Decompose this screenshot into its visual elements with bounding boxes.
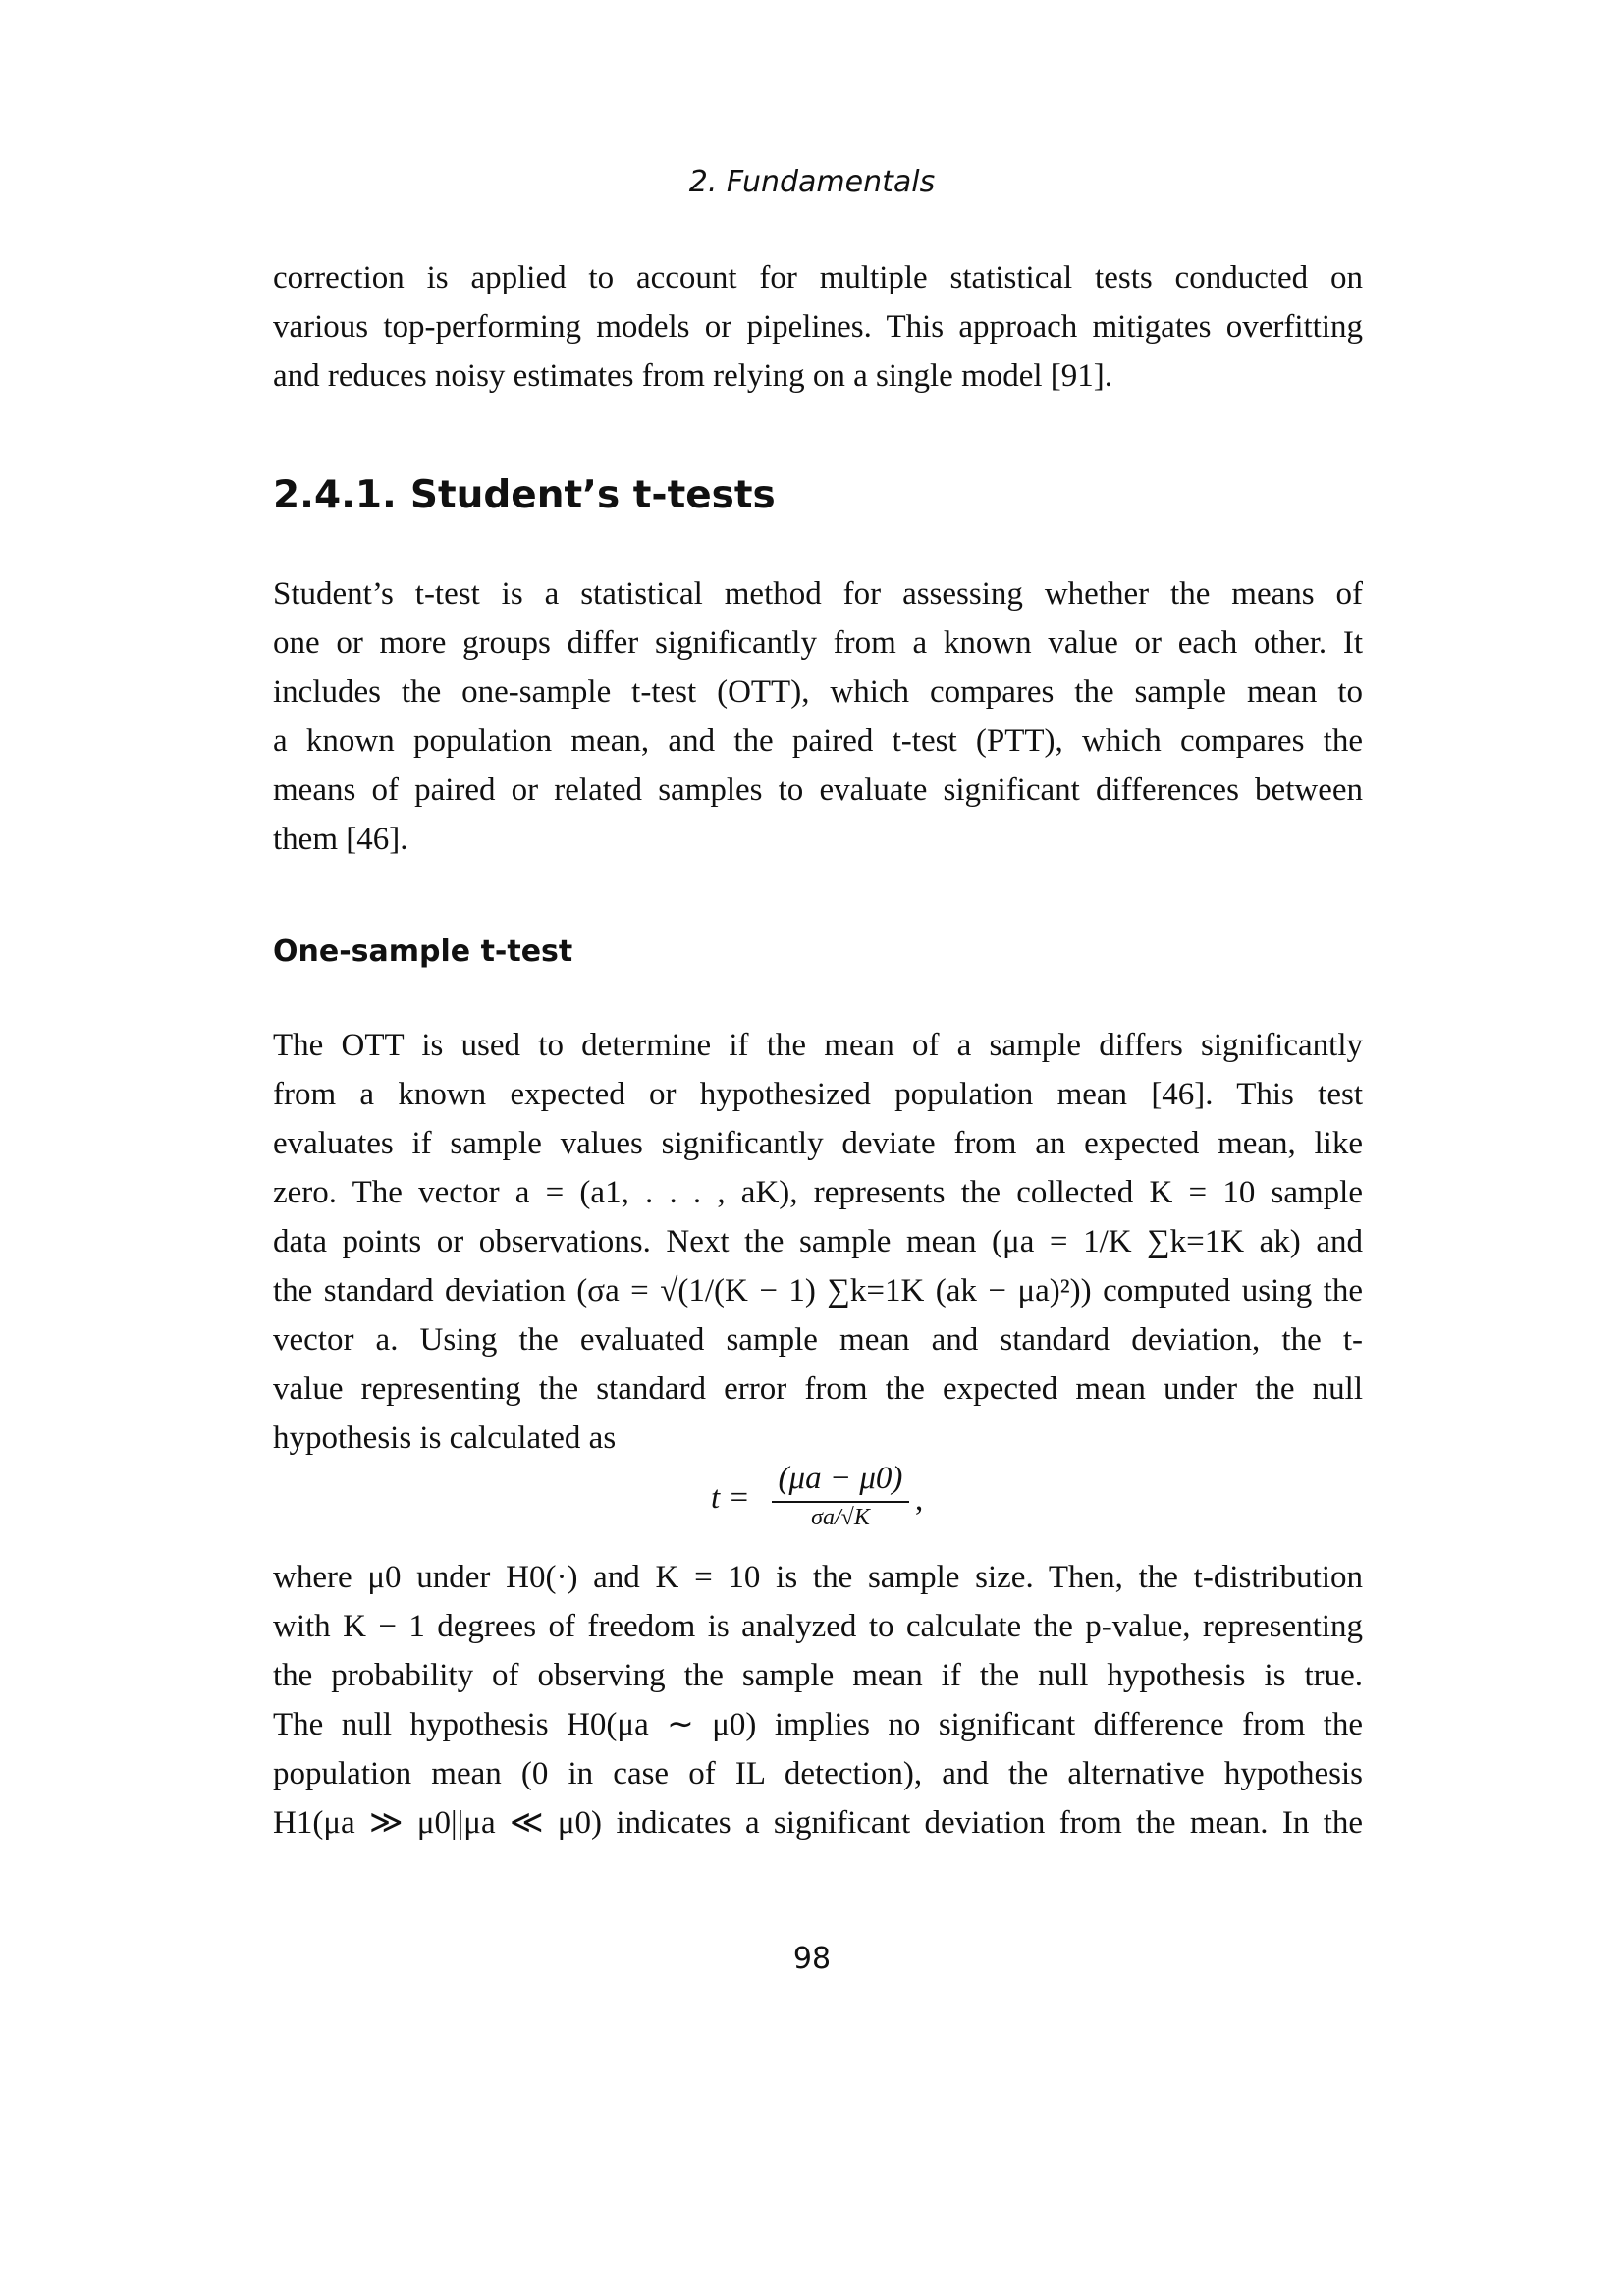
section-title: Student’s t-tests [409, 473, 776, 517]
text-line: from a known expected or hypothesized population mean [46]. This test [273, 1077, 1363, 1112]
paragraph-continuation [273, 253, 1363, 400]
subsection-heading: One-sample t-test [273, 934, 573, 969]
text-line: zero. The vector a = (a1, . . . , aK), represents the collected K = 10 sample [273, 1175, 1363, 1210]
page-number: 98 [792, 1942, 832, 1976]
text-line: value representing the standard error from the expected mean under the null [273, 1371, 1363, 1407]
equation-numerator: (μa − μ0) [772, 1461, 909, 1503]
text-line: them [46]. [273, 822, 408, 857]
equation-comma: , [915, 1482, 924, 1518]
text-line: where μ0 under H0(·) and K = 10 is the sample size. Then, the t-distribution [273, 1560, 1363, 1595]
text-line: with K − 1 degrees of freedom is analyzed to calculate the p-value, representing [273, 1609, 1363, 1644]
text-line: population mean (0 in case of IL detection), and the alternative hypothesis [273, 1756, 1363, 1791]
text-line: and reduces noisy estimates from relying on a single model [91]. [273, 358, 1113, 394]
t-statistic-equation [687, 1461, 943, 1539]
text-line: includes the one-sample t-test (OTT), which compares the sample mean to [273, 674, 1363, 710]
equation-fraction [772, 1461, 909, 1531]
text-line: one or more groups differ significantly from a known value or each other. It [273, 625, 1363, 661]
text-line: H1(μa ≫ μ0||μa ≪ μ0) indicates a significant deviation from the mean. In the [273, 1805, 1363, 1841]
text-line: The null hypothesis H0(μa ∼ μ0) implies no significant difference from the [273, 1707, 1363, 1742]
paragraph-ott [273, 1021, 1363, 1463]
running-head: 2. Fundamentals [688, 165, 936, 199]
paragraph-hypothesis [273, 1553, 1363, 1847]
text-line: various top-performing models or pipelines. This approach mitigates overfitting [273, 309, 1363, 345]
equation-denominator: σa/√K [811, 1505, 870, 1530]
paragraph-intro [273, 569, 1363, 864]
section-heading [273, 473, 776, 517]
text-line: Student’s t-test is a statistical method for assessing whether the means of [273, 576, 1363, 612]
text-line: a known population mean, and the paired t-test (PTT), which compares the [273, 723, 1363, 759]
text-line: the probability of observing the sample mean if the null hypothesis is true. [273, 1658, 1363, 1693]
text-line: correction is applied to account for multiple statistical tests conducted on [273, 260, 1363, 295]
text-line: The OTT is used to determine if the mean of a sample differs significantly [273, 1028, 1363, 1063]
section-number: 2.4.1. [273, 473, 397, 517]
text-line: evaluates if sample values significantly deviate from an expected mean, like [273, 1126, 1363, 1161]
text-line: hypothesis is calculated as [273, 1420, 617, 1456]
text-line: vector a. Using the evaluated sample mean and standard deviation, the t- [273, 1322, 1363, 1358]
text-line: the standard deviation (σa = √(1/(K − 1) ∑k=1K (ak − μa)²)) computed using the [273, 1273, 1363, 1308]
text-line: data points or observations. Next the sample mean (μa = 1/K ∑k=1K ak) and [273, 1224, 1363, 1259]
text-line: means of paired or related samples to evaluate significant differences between [273, 773, 1363, 808]
equation-lhs: t = [711, 1480, 750, 1516]
